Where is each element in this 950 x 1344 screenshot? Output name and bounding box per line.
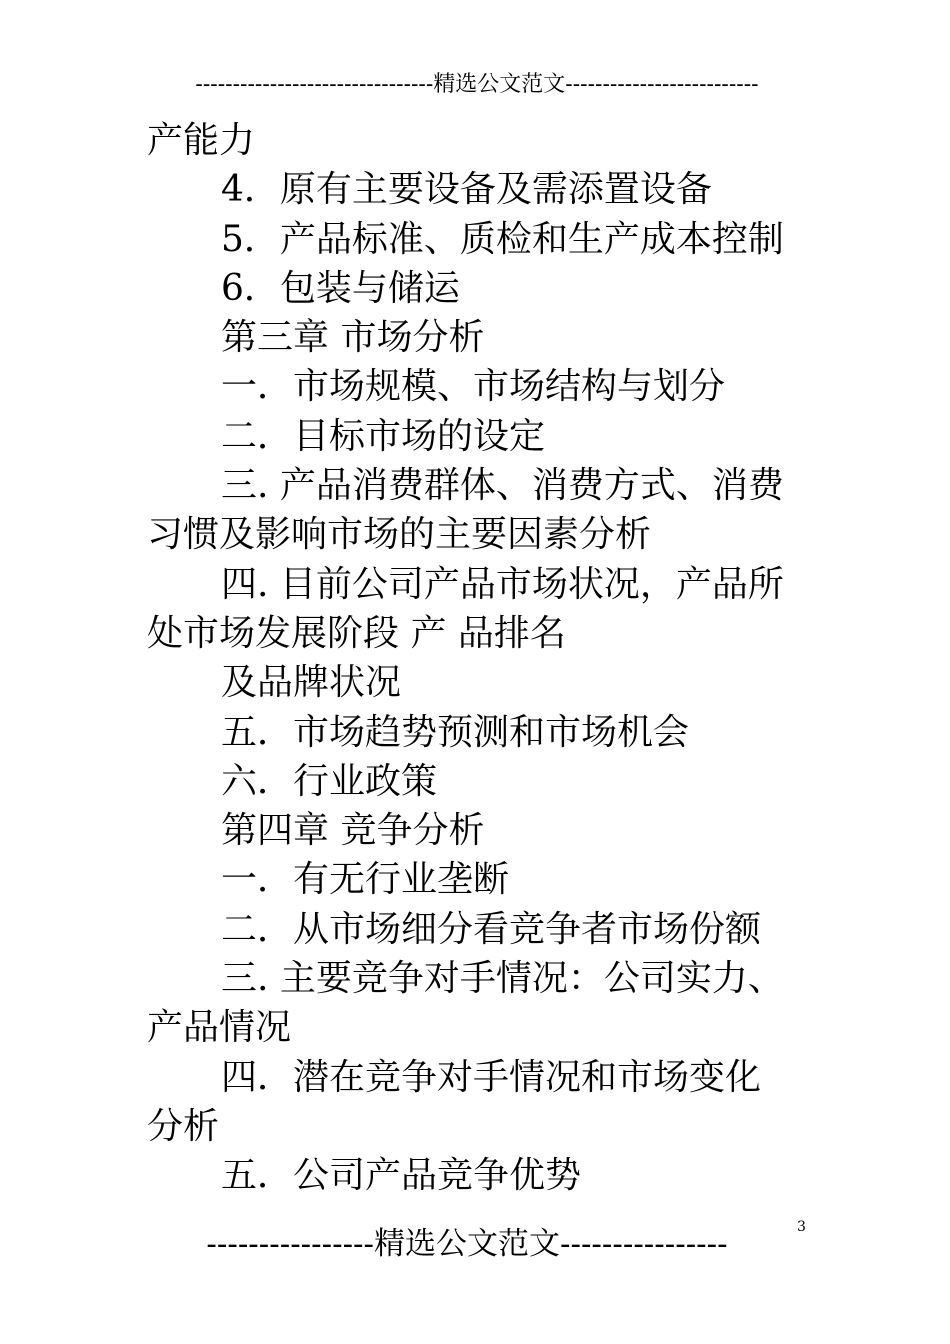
text-line-14: 六．行业政策 [221,760,438,802]
chapter-four-heading: 第四章 竞争分析 [221,810,485,852]
text-line-16: 一．有无行业垄断 [221,859,510,901]
page-footer: ----------------精选公文范文---------------- [206,1226,728,1262]
text-line-3: 5．产品标准、质检和生产成本控制 [221,218,784,260]
page-header: --------------------------------精选公文范文-------------------------- [195,72,759,97]
text-line-4: 6．包装与储运 [221,267,460,309]
text-line-12: 及品牌状况 [221,662,402,704]
text-line-21: 分析 [147,1105,220,1147]
document-body [147,116,812,1201]
text-line-22: 五．公司产品竞争优势 [221,1155,582,1197]
text-line-20: 四．潜在竞争对手情况和市场变化 [221,1056,762,1098]
text-line-11: 处市场发展阶段 产 品排名 [147,612,566,654]
text-line-8: 三. 产品消费群体、消费方式、消费 [221,465,784,507]
text-line-9: 习惯及影响市场的主要因素分析 [147,514,652,556]
text-line-1: 产能力 [147,120,256,161]
text-line-17: 二．从市场细分看竞争者市场份额 [221,908,762,950]
text-line-10: 四. 目前公司产品市场状况，产品所 [221,563,784,605]
text-line-2: 4．原有主要设备及需添置设备 [221,169,712,211]
text-line-13: 五．市场趋势预测和市场机会 [221,711,690,753]
text-line-7: 二．目标市场的设定 [221,415,546,457]
text-line-18: 三. 主要竞争对手情况：公司实力、 [221,958,784,1000]
text-line-6: 一．市场规模、市场结构与划分 [221,366,726,408]
chapter-three-heading: 第三章 市场分析 [221,317,485,359]
text-line-19: 产品情况 [147,1007,292,1049]
page-number: 3 [797,1219,806,1235]
